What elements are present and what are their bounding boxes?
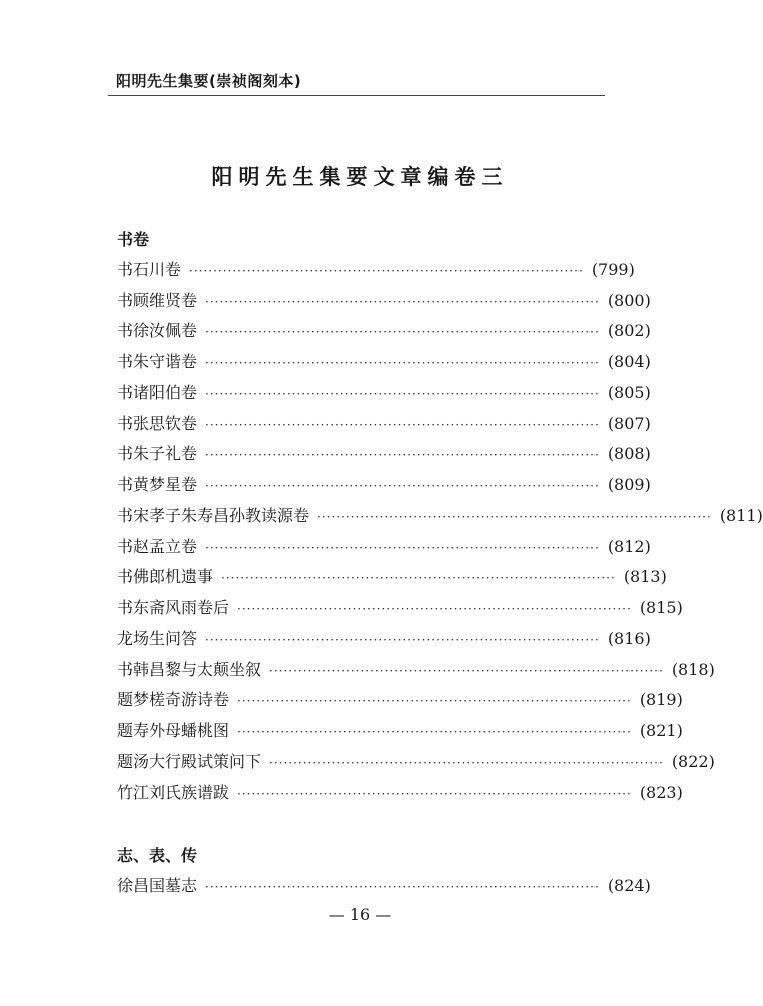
toc-entry-page: (811) (719, 506, 763, 525)
page-number: — 16 — (328, 905, 392, 924)
dot-leader: ·················································································· (205, 479, 600, 493)
dot-leader: ·················································································· (205, 356, 600, 370)
toc-entry[interactable] (117, 257, 635, 281)
toc-entry[interactable] (117, 626, 651, 650)
toc-entry[interactable] (117, 595, 683, 619)
toc-entry-title: 书顾维贤卷 (117, 291, 198, 310)
dot-leader: ·················································································· (317, 510, 712, 524)
toc-entry[interactable] (117, 780, 683, 804)
toc-entry-title: 徐昌国墓志 (117, 876, 198, 895)
toc-entry-title: 书黄梦星卷 (117, 475, 198, 494)
toc-entry-page: (815) (639, 598, 683, 617)
dot-leader: ·················································································· (269, 756, 664, 770)
toc-entry-page: (816) (607, 629, 651, 648)
dot-leader: ·················································································· (237, 787, 632, 801)
toc-entry-title: 书石川卷 (117, 260, 182, 279)
toc-entry-title: 书诸阳伯卷 (117, 383, 198, 402)
toc-entry-title: 书东斋风雨卷后 (117, 598, 230, 617)
toc-entry[interactable] (117, 657, 715, 681)
section-heading-zhi-biao-zhuan: 志、表、传 (117, 846, 198, 865)
toc-entry[interactable] (117, 687, 683, 711)
dot-leader: ·················································································· (205, 295, 600, 309)
toc-entry-page: (822) (671, 752, 715, 771)
toc-entry[interactable] (117, 349, 651, 373)
section-heading-shujuan: 书卷 (117, 230, 150, 249)
toc-entry-title: 书赵孟立卷 (117, 537, 198, 556)
toc-entry-page: (808) (607, 444, 651, 463)
toc-entry-page: (805) (607, 383, 651, 402)
toc-entry[interactable] (117, 873, 651, 897)
toc-entry-page: (824) (607, 876, 651, 895)
toc-entry-page: (821) (639, 721, 683, 740)
toc-entry-title: 书朱守谐卷 (117, 352, 198, 371)
toc-entry-page: (812) (607, 537, 651, 556)
toc-entry-title: 题汤大行殿试策问下 (117, 752, 262, 771)
toc-entry-page: (804) (607, 352, 651, 371)
toc-entry[interactable] (117, 503, 763, 527)
running-head: 阳明先生集要(崇祯阁刻本) (116, 72, 302, 90)
toc-entry-page: (809) (607, 475, 651, 494)
toc-entry-title: 书佛郎机遗事 (117, 567, 214, 586)
dot-leader: ·················································································· (221, 571, 616, 585)
toc-entry[interactable] (117, 472, 651, 496)
toc-entry-page: (799) (591, 260, 635, 279)
dot-leader: ·················································································· (205, 448, 600, 462)
toc-entry-page: (818) (671, 660, 715, 679)
toc-entry[interactable] (117, 441, 651, 465)
dot-leader: ·················································································· (269, 664, 664, 678)
dot-leader: ·················································································· (205, 633, 600, 647)
toc-entry-page: (823) (639, 783, 683, 802)
dot-leader: ·················································································· (205, 541, 600, 555)
toc-entry-page: (802) (607, 321, 651, 340)
toc-entry-title: 书朱子礼卷 (117, 444, 198, 463)
volume-title: 阳明先生集要文章编卷三 (211, 164, 509, 189)
toc-entry-title: 书韩昌黎与太颠坐叙 (117, 660, 262, 679)
toc-entry[interactable] (117, 411, 651, 435)
dot-leader: ·················································································· (189, 264, 584, 278)
toc-entry-title: 书徐汝佩卷 (117, 321, 198, 340)
toc-entry-title: 书宋孝子朱寿昌孙教读源卷 (117, 506, 310, 525)
toc-entry[interactable] (117, 718, 683, 742)
dot-leader: ·················································································· (205, 418, 600, 432)
dot-leader: ·················································································· (237, 725, 632, 739)
toc-entry-title: 题梦槎奇游诗卷 (117, 690, 230, 709)
toc-entry-title: 竹江刘氏族谱跋 (117, 783, 230, 802)
toc-entry[interactable] (117, 318, 651, 342)
toc-entry[interactable] (117, 564, 667, 588)
toc-entry-page: (807) (607, 414, 651, 433)
toc-entry[interactable] (117, 288, 651, 312)
toc-entry-page: (819) (639, 690, 683, 709)
toc-entry-page: (800) (607, 291, 651, 310)
dot-leader: ·················································································· (205, 325, 600, 339)
toc-entry-title: 龙场生问答 (117, 629, 198, 648)
toc-entry-title: 题寿外母蟠桃图 (117, 721, 230, 740)
dot-leader: ·················································································· (205, 880, 600, 894)
toc-entry[interactable] (117, 749, 715, 773)
toc-entry[interactable] (117, 534, 651, 558)
dot-leader: ·················································································· (237, 694, 632, 708)
dot-leader: ·················································································· (237, 602, 632, 616)
toc-entry[interactable] (117, 380, 651, 404)
dot-leader: ·················································································· (205, 387, 600, 401)
header-rule (108, 95, 605, 96)
toc-entry-page: (813) (623, 567, 667, 586)
toc-entry-title: 书张思钦卷 (117, 414, 198, 433)
